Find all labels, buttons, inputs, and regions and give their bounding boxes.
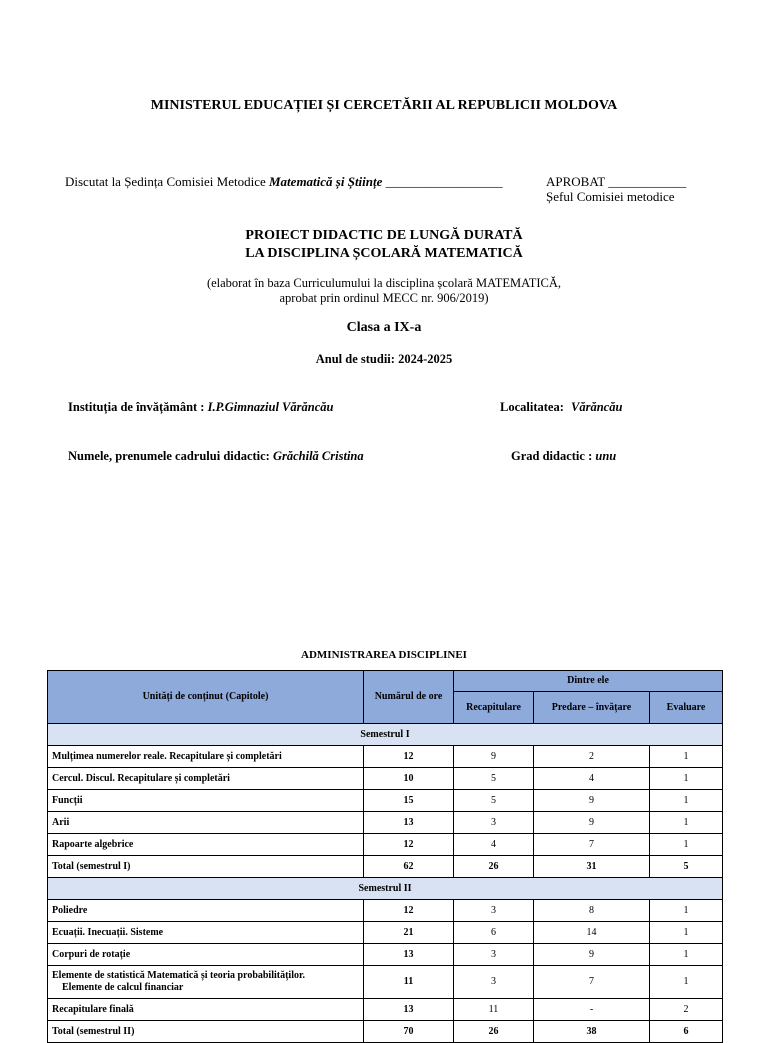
total-name: Total (semestrul II) [48, 1021, 364, 1043]
unit-hours: 21 [364, 922, 454, 944]
total-recap: 26 [454, 1021, 534, 1043]
teacher-field [68, 449, 364, 464]
unit-name: Funcții [48, 790, 364, 812]
locality-label: Localitatea: [500, 400, 564, 414]
unit-hours: 13 [364, 812, 454, 834]
table-row [48, 812, 723, 834]
unit-recap: 9 [454, 746, 534, 768]
elaboration-note [0, 276, 768, 306]
unit-evaluation: 1 [650, 812, 723, 834]
semester-1-label: Semestrul I [48, 724, 723, 746]
total-hours: 70 [364, 1021, 454, 1043]
discussed-subject: Matematică și Științe [269, 174, 383, 189]
header-recap: Recapitulare [454, 692, 534, 724]
unit-hours: 12 [364, 746, 454, 768]
unit-evaluation: 1 [650, 746, 723, 768]
unit-teaching: 9 [534, 790, 650, 812]
table-row [48, 999, 723, 1021]
unit-teaching: 4 [534, 768, 650, 790]
total-teaching: 38 [534, 1021, 650, 1043]
ministry-title: MINISTERUL EDUCAȚIEI ȘI CERCETĂRII AL REPUBLICII MOLDOVA [150, 98, 618, 113]
unit-recap: 6 [454, 922, 534, 944]
table-row [48, 746, 723, 768]
unit-name: Ecuații. Inecuații. Sisteme [48, 922, 364, 944]
total-teaching: 31 [534, 856, 650, 878]
approval-block [546, 174, 686, 204]
unit-name: Corpuri de rotație [48, 944, 364, 966]
approved-label: APROBAT ____________ [546, 174, 687, 189]
table-row [48, 834, 723, 856]
institution-value: I.P.Gimnaziul Vărăncău [207, 400, 334, 414]
discussed-prefix: Discutat la Ședința Comisiei Metodice [65, 174, 266, 189]
grade-value: unu [595, 449, 617, 463]
total-hours: 62 [364, 856, 454, 878]
unit-teaching: 2 [534, 746, 650, 768]
header-among: Dintre ele [454, 671, 723, 692]
unit-recap: 11 [454, 999, 534, 1021]
unit-hours: 11 [364, 966, 454, 999]
project-title-line1: PROIECT DIDACTIC DE LUNGĂ DURATĂ [245, 228, 523, 243]
unit-recap: 3 [454, 966, 534, 999]
unit-recap: 5 [454, 790, 534, 812]
project-title-line2: LA DISCIPLINA ȘCOLARĂ MATEMATICĂ [245, 246, 523, 261]
teacher-value: Grăchilă Cristina [272, 449, 364, 463]
unit-teaching: 9 [534, 812, 650, 834]
table-row [48, 944, 723, 966]
semester-2-label: Semestrul II [48, 878, 723, 900]
unit-teaching: 7 [534, 834, 650, 856]
unit-teaching: 14 [534, 922, 650, 944]
unit-name: Mulțimea numerelor reale. Recapitulare și completări [48, 746, 364, 768]
table-row [48, 900, 723, 922]
grade-field [511, 449, 616, 464]
unit-name: Cercul. Discul. Recapitulare și completări [48, 768, 364, 790]
unit-evaluation: 1 [650, 922, 723, 944]
unit-name: Recapitulare finală [48, 999, 364, 1021]
unit-name: Rapoarte algebrice [48, 834, 364, 856]
unit-teaching: 9 [534, 944, 650, 966]
elaboration-line1: (elaborat în baza Curriculumului la disciplina școlară MATEMATICĂ, [206, 276, 562, 290]
total-evaluation: 6 [650, 1021, 723, 1043]
unit-hours: 12 [364, 900, 454, 922]
grade-label: Grad didactic : [511, 449, 593, 463]
header-teaching: Predare – învățare [534, 692, 650, 724]
discussed-line [65, 174, 503, 190]
unit-evaluation: 1 [650, 900, 723, 922]
unit-evaluation: 1 [650, 790, 723, 812]
unit-name: Arii [48, 812, 364, 834]
unit-recap: 3 [454, 944, 534, 966]
unit-hours: 13 [364, 999, 454, 1021]
admin-table [47, 670, 723, 1043]
project-title [0, 227, 768, 263]
unit-hours: 12 [364, 834, 454, 856]
unit-name-line1: Elemente de statistică Matematică și teoria probabilităților. [52, 970, 306, 981]
locality-field [500, 400, 622, 415]
header-hours: Numărul de ore [364, 671, 454, 724]
total-recap: 26 [454, 856, 534, 878]
teacher-label: Numele, prenumele cadrului didactic: [68, 449, 270, 463]
table-row [48, 790, 723, 812]
total-evaluation: 5 [650, 856, 723, 878]
locality-value: Vărăncău [571, 400, 623, 414]
unit-name: Poliedre [48, 900, 364, 922]
unit-hours: 13 [364, 944, 454, 966]
unit-evaluation: 1 [650, 834, 723, 856]
unit-evaluation: 1 [650, 944, 723, 966]
unit-evaluation: 2 [650, 999, 723, 1021]
admin-title: ADMINISTRAREA DISCIPLINEI [301, 649, 467, 661]
discussed-signature-line: __________________ [385, 174, 503, 189]
approved-by: Șeful Comisiei metodice [546, 189, 675, 204]
unit-recap: 3 [454, 900, 534, 922]
header-units: Unități de conținut (Capitole) [48, 671, 364, 724]
unit-evaluation: 1 [650, 768, 723, 790]
institution-label: Instituția de învățământ : [68, 400, 205, 414]
unit-recap: 4 [454, 834, 534, 856]
unit-teaching: 8 [534, 900, 650, 922]
header-evaluation: Evaluare [650, 692, 723, 724]
table-row [48, 922, 723, 944]
table-row [48, 768, 723, 790]
unit-hours: 15 [364, 790, 454, 812]
unit-teaching: 7 [534, 966, 650, 999]
total-row [48, 856, 723, 878]
unit-recap: 5 [454, 768, 534, 790]
table-row [48, 966, 723, 999]
unit-teaching: - [534, 999, 650, 1021]
unit-name [48, 966, 364, 999]
elaboration-line2: aprobat prin ordinul MECC nr. 906/2019) [279, 291, 489, 305]
unit-name-line2: Elemente de calcul financiar [62, 982, 184, 993]
institution-field [68, 400, 333, 415]
unit-evaluation: 1 [650, 966, 723, 999]
unit-recap: 3 [454, 812, 534, 834]
class-label: Clasa a IX-a [346, 320, 422, 335]
unit-hours: 10 [364, 768, 454, 790]
school-year: Anul de studii: 2024-2025 [315, 352, 453, 366]
total-name: Total (semestrul I) [48, 856, 364, 878]
